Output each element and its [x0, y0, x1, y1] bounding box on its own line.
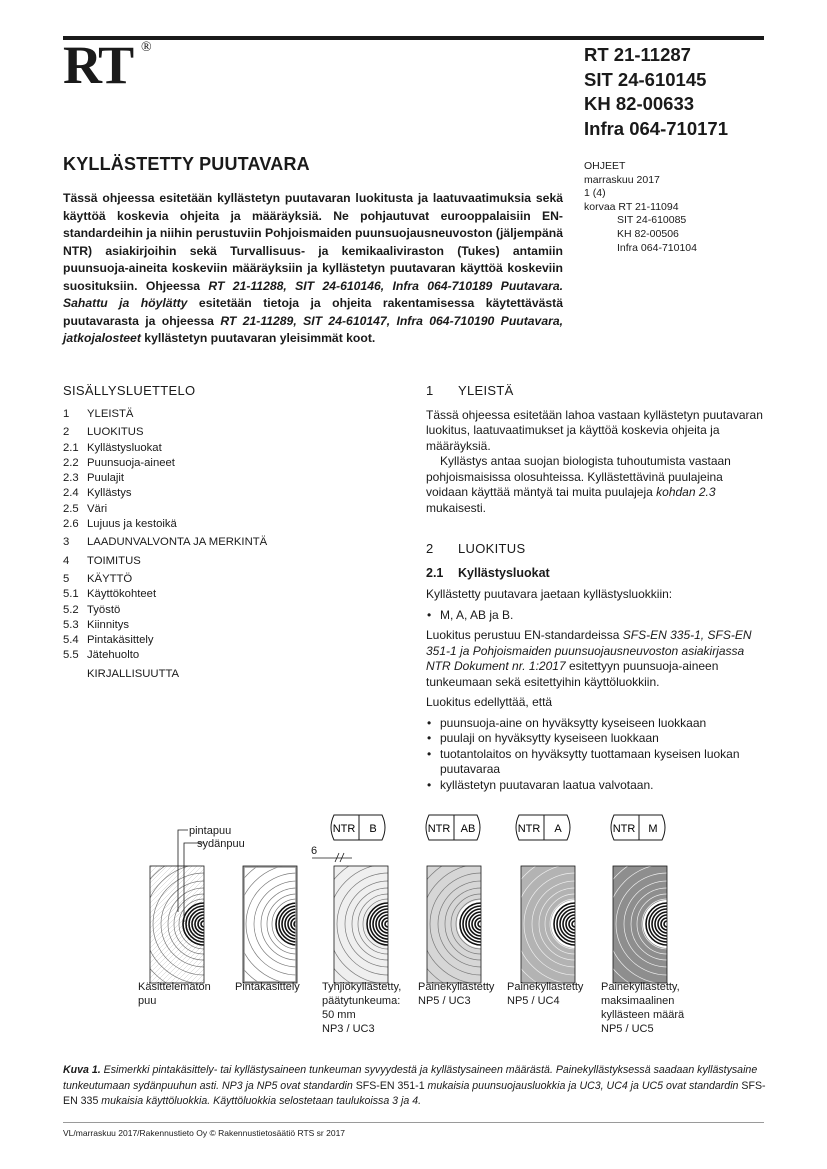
toc-item-label: Kyllästys: [87, 487, 132, 500]
caption-text-2: mukaisia puunsuojausluokkia ja UC3, UC4 ja UC5 ovat standardin: [424, 1079, 742, 1092]
footer: VL/marraskuu 2017/Rakennustieto Oy © Rakennustietosäätiö RTS sr 2017: [63, 1128, 346, 1138]
subsection-2-1-number: 2.1: [426, 565, 444, 580]
section-1-p2-text: Kyllästys antaa suojan biologista tuhoutumista vastaan pohjoismaisissa olosuhteissa. Kyllästettävinä puulajeina voidaan käyttää mäntyä tai muita puulajeja: [426, 454, 731, 499]
section-caption-line: NP5 / UC5: [601, 1023, 654, 1035]
toc-item-label: Väri: [87, 502, 108, 515]
label-pintapuu: pintapuu: [189, 825, 232, 837]
figure-caption: [63, 1063, 767, 1110]
toc-item: [63, 535, 363, 550]
toc-item-label: KIRJALLISUUTTA: [87, 667, 180, 680]
toc-item: [63, 572, 363, 587]
ntr-badge-left: NTR: [332, 823, 356, 835]
code-rt: RT 21-11287: [584, 44, 691, 65]
section-2-number: 2: [426, 541, 434, 556]
section-2-heading: [426, 541, 766, 557]
toc-item-number: 5.5: [63, 649, 79, 662]
section-caption: [235, 980, 300, 994]
meta-replaces: korvaa RT 21-11094: [584, 200, 679, 213]
section-2-paragraph-1: Kyllästetty puutavara jaetaan kyllästysluokkiin:: [426, 587, 673, 601]
intro-ref-2: RT 21-11289, SIT 24-610147, Infra 064-710190 Puutavara, jatkojalosteet: [63, 313, 564, 345]
ntr-badge-class: B: [369, 823, 377, 835]
section-caption-line: Painekyllästetty: [418, 981, 495, 993]
toc-item: [63, 633, 363, 648]
section-2-ref: SFS-EN 335-1, SFS-EN 351-1 ja Pohjoismaiden puunsuojausneuvoston asiakirjassa NTR Dokument nr. 1:2017: [426, 628, 752, 673]
subsection-2-1-title: Kyllästysluokat: [458, 565, 550, 580]
dimension-mark: [311, 845, 352, 862]
code-kh: KH 82-00633: [584, 93, 695, 114]
toc-item-number: 3: [63, 536, 70, 549]
section-1-heading: [426, 383, 766, 399]
section-1-ref: kohdan 2.3: [656, 485, 716, 499]
section-caption-line: kyllästeen määrä: [601, 1009, 685, 1021]
ntr-badge-left: NTR: [612, 823, 636, 835]
section-caption: [322, 980, 401, 1036]
toc-item: [63, 554, 363, 569]
intro-text-1: Tässä ohjeessa esitetään kyllästetyn puutavaran luokitusta ja laatuvaatimuksia sekä käyttöä koskevia ohjeita ja määräyksiä. Ne pohjautuvat eurooppalaisiin EN-standardeihin ja niihin perustuviin Pohjoismaiden puunsuojausneuvoston (jäljempänä NTR) asiakirjoihin sekä Turvallisuus- ja kemikaaliviraston (Tukes) antamiin puunsuoja-aineita koskeviin määräyksiin ja kyllästetyn puutavaran käyttöä koskeviin suosituksiin. Ohjeessa: [63, 191, 563, 293]
toc-item-number: 5.3: [63, 618, 79, 631]
ntr-badge-class: AB: [460, 823, 476, 835]
toc-item: [63, 456, 363, 471]
toc-item-label: Pintakäsittely: [87, 634, 154, 647]
toc-item-label: LUOKITUS: [87, 426, 144, 439]
ntr-badge-left: NTR: [517, 823, 541, 835]
toc-item: [63, 587, 363, 602]
toc-item-number: 2.4: [63, 487, 79, 500]
ntr-badge-class: A: [554, 823, 562, 835]
wood-cross-sections-drawing: [100, 812, 700, 987]
toc-item: [63, 407, 363, 422]
toc-item-number: 2.1: [63, 441, 79, 454]
toc-item-label: Puulajit: [87, 472, 125, 485]
toc-item-label: YLEISTÄ: [87, 408, 134, 420]
toc-item-number: 2.3: [63, 472, 79, 485]
caption-label: Kuva 1.: [63, 1064, 101, 1076]
code-sit: SIT 24-610145: [584, 68, 707, 90]
section-caption-line: NP3 / UC3: [322, 1023, 375, 1035]
section-caption-line: Painekyllästetty,: [601, 981, 680, 993]
table-of-contents: [63, 383, 363, 682]
toc-item: [63, 441, 363, 456]
section-caption-line: päätytunkeuma:: [322, 995, 401, 1007]
document-meta: [584, 160, 697, 255]
toc-item-label: TOIMITUS: [87, 554, 141, 567]
toc-item-number: 5: [63, 572, 70, 585]
toc-item-number: 5.1: [63, 588, 79, 601]
toc-item: [63, 618, 363, 633]
requirement-item: • puunsuoja-aine on hyväksytty kyseiseen luokkaan: [426, 716, 766, 732]
toc-item-label: Puunsuoja-aineet: [87, 456, 175, 469]
toc-item: [63, 502, 363, 517]
requirement-item: • tuotantolaitos on hyväksytty tuottamaan kyseisen luokan puutavaraa: [426, 747, 766, 778]
caption-text-3: mukaisia käyttöluokkia. Käyttöluokkia selostetaan taulukoissa 3 ja 4.: [98, 1095, 422, 1107]
ntr-badge-left: NTR: [427, 823, 451, 835]
toc-item: [63, 667, 363, 682]
figure-wood-sections: [100, 812, 700, 1035]
ntr-badge-class: M: [648, 823, 658, 835]
registered-mark: ®: [141, 40, 152, 55]
class-list: [426, 608, 766, 624]
code-infra: Infra 064-710171: [584, 117, 728, 139]
label-sydanpuu: sydänpuu: [197, 838, 245, 850]
toc-item: [63, 486, 363, 501]
top-rule: [63, 36, 764, 40]
toc-item-label: LAADUNVALVONTA JA MERKINTÄ: [87, 536, 268, 549]
toc-item: [63, 517, 363, 532]
section-caption-line: maksimaalinen: [601, 995, 675, 1007]
toc-item: [63, 425, 363, 440]
toc-item-label: Kiinnitys: [87, 618, 130, 631]
section-2-paragraph-3: Luokitus edellyttää, että: [426, 695, 553, 709]
dimension-label: 6: [311, 845, 318, 857]
toc-item-label: Käyttökohteet: [87, 588, 157, 601]
section-caption-line: Pintakäsittely: [235, 981, 300, 993]
footer-rule: [63, 1122, 764, 1123]
meta-date: marraskuu 2017: [584, 173, 660, 186]
toc-item-number: 2: [63, 426, 70, 439]
section-2-title: LUOKITUS: [458, 541, 526, 556]
caption-standard-1: SFS-EN 351-1: [355, 1079, 425, 1092]
section-1-number: 1: [426, 383, 434, 398]
toc-item-number: 2.5: [63, 502, 79, 515]
requirement-item: • puulaji on hyväksytty kyseiseen luokkaan: [426, 731, 766, 747]
caption-standard-2: SFS-EN 335: [63, 1079, 766, 1107]
toc-item: [63, 648, 363, 663]
toc-item-number: 4: [63, 554, 70, 567]
toc-heading: SISÄLLYSLUETTELO: [63, 383, 196, 398]
meta-page: 1 (4): [584, 187, 606, 200]
section-2-paragraph-2: [426, 628, 766, 690]
section-caption-line: 50 mm: [322, 1009, 356, 1021]
class-list-item: • M, A, AB ja B.: [426, 608, 766, 624]
wood-section: [574, 831, 700, 987]
main-column: [426, 383, 766, 793]
section-caption: [138, 980, 211, 1008]
toc-list: [63, 407, 363, 682]
page-title: KYLLÄSTETTY PUUTAVARA: [63, 154, 310, 174]
section-1-paragraph-2: [426, 454, 766, 516]
section-1-paragraph-1: Tässä ohjeessa esitetään lahoa vastaan kyllästetyn puutavaran luokitus, laatuvaatimukset ja käyttöä koskevia ohjeita ja määräyksiä.: [426, 407, 763, 453]
section-caption: [507, 980, 583, 1008]
toc-item-number: 5.2: [63, 603, 79, 616]
requirement-item: • kyllästetyn puutavaran laatua valvotaan.: [426, 778, 766, 794]
toc-item-number: 5.4: [63, 634, 79, 647]
toc-item: [63, 603, 363, 618]
intro-text-3: kyllästetyn puutavaran yleisimmät koot.: [140, 331, 376, 345]
section-1-p2-end: mukaisesti.: [426, 500, 487, 515]
section-caption-line: Painekyllästetty: [507, 981, 584, 993]
subsection-2-1-heading: [426, 566, 766, 582]
toc-item-label: Työstö: [87, 603, 121, 616]
meta-replaces-infra: Infra 064-710104: [617, 241, 697, 254]
section-caption-line: puu: [138, 995, 157, 1007]
section-2-p2-text: Luokitus perustuu EN-standardeissa: [426, 628, 623, 642]
meta-type: OHJEET: [584, 160, 626, 172]
section-caption: [418, 980, 494, 1008]
section-caption-line: Käsittelemätön: [138, 981, 211, 993]
toc-item-label: Lujuus ja kestoikä: [87, 518, 177, 531]
section-caption-line: NP5 / UC4: [507, 995, 560, 1007]
ntr-badge: [611, 815, 665, 840]
intro-text-2: esitetään tietoja ja ohjeita rakentamisessa käytettävästä puutavarasta ja ohjeessa: [63, 296, 563, 328]
section-caption: [601, 980, 684, 1036]
toc-item-label: Kyllästysluokat: [87, 441, 162, 454]
toc-item-label: KÄYTTÖ: [87, 572, 133, 585]
meta-replaces-kh: KH 82-00506: [617, 227, 679, 240]
rt-logo: RT: [63, 35, 133, 95]
toc-item-number: 1: [63, 408, 70, 420]
section-caption-line: NP5 / UC3: [418, 995, 471, 1007]
caption-text-1: Esimerkki pintakäsittely- tai kyllästysaineen tunkeuman syvyydestä ja kyllästysaineen määrästä. Painekyllästyksessä saadaan kyllästysaine tunkeutumaan sydänpuuhun asti. NP3 ja NP5 ovat standardin: [63, 1064, 758, 1092]
ntr-badge: [516, 815, 570, 840]
intro-paragraph: [63, 190, 563, 348]
toc-item: [63, 471, 363, 486]
section-caption-line: Tyhjiökyllästetty,: [322, 981, 402, 993]
toc-item-label: Jätehuolto: [87, 649, 140, 662]
ntr-badge: [426, 815, 480, 840]
meta-replaces-sit: SIT 24-610085: [617, 214, 687, 227]
toc-item-number: 2.2: [63, 456, 79, 469]
toc-item-number: 2.6: [63, 518, 79, 531]
section-2-p2-end: esitettyyn puunsuoja-aineen tunkeumaan sekä esitettyihin käyttöluokkiin.: [426, 659, 719, 689]
document-codes: [584, 43, 728, 141]
ntr-badge: [331, 815, 385, 840]
requirements-list: [426, 716, 766, 794]
section-1-title: YLEISTÄ: [458, 383, 514, 398]
intro-ref-1: RT 21-11288, SIT 24-610146, Infra 064-710189 Puutavara. Sahattu ja höylätty: [63, 278, 564, 310]
